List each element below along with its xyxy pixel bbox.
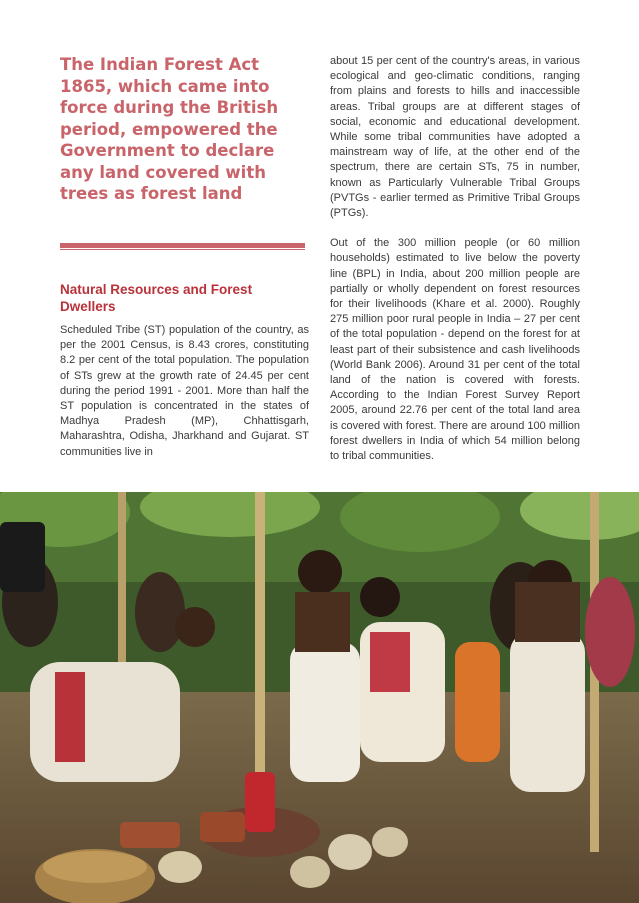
right-column — [330, 54, 580, 479]
section-heading: Natural Resources and Forest Dwellers — [60, 282, 253, 314]
ritual-ceremony-photo — [0, 492, 639, 903]
right-paragraph-1: about 15 per cent of the country's areas, in various ecological and geo-climatic conditions, ranging from plains and forests to hills and inaccessible areas. Tribal groups are at different stages of social, economic and educational development. While some tribal communities have adopted a mainstream way of life, at the other end of the spectrum, there are certain STs, 75 in number, known as Particularly Vulnerable Tribal Groups (PVTGs - earlier termed as Primitive Tribal Groups (PTGs). — [330, 55, 580, 220]
pull-quote-divider — [60, 243, 305, 248]
pull-quote: The Indian Forest Act 1865, which came into force during the British period, empowered the Government to declare any land covered with trees as forest land — [60, 55, 279, 203]
left-paragraph-1: Scheduled Tribe (ST) population of the country, as per the 2001 Census, is 8.43 crores, constituting 8.2 per cent of the total population. The population of STs grew at the growth rate of 24.45 per cent during the period 1991 - 2001. More than half the ST population is concentrated in the states of Madhya Pradesh (MP), Chhattisgarh, Maharashtra, Odisha, Jharkhand and Gujarat. ST communities live in — [60, 324, 309, 458]
left-column — [60, 323, 309, 475]
right-paragraph-2: Out of the 300 million people (or 60 million households) estimated to live below the poverty line (BPL) in India, about 200 million people are partially or wholly dependent on forest resources for their livelihoods (Khare et al. 2000). Roughly 275 million poor rural people in India – 27 per cent of the total population - depend on the forest for at least part of their subsistence and cash livelihoods (World Bank 2006). Around 31 per cent of the total land of the nation is covered with forests. According to the Indian Forest Survey Report 2005, around 22.76 per cent of the total land area is covered with forest. There are around 100 million forest dwellers in India of which 54 million belong to tribal communities. — [330, 237, 580, 463]
